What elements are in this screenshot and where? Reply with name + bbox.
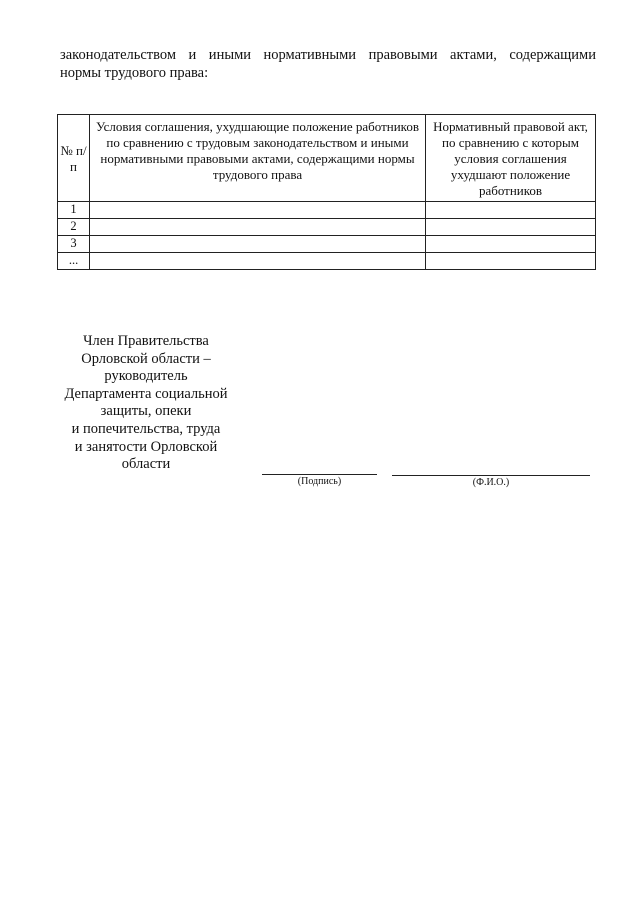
signer-line: и попечительства, труда	[71, 420, 221, 437]
condition-cell	[90, 219, 426, 236]
signer-line: защиты, опеки	[100, 403, 192, 420]
signer-line: и занятости Орловской	[74, 438, 218, 455]
normative-act-cell	[426, 202, 596, 219]
header-normative-act: Нормативный правовой акт, по сравнению с которым условия соглашения ухудшают положение работников	[426, 115, 596, 202]
condition-cell	[90, 236, 426, 253]
signer-line: области	[121, 456, 171, 473]
header-conditions: Условия соглашения, ухудшающие положение работников по сравнению с трудовым законодательством и иными нормативными правовыми актами, содержащими нормы трудового права	[90, 115, 426, 202]
intro-paragraph	[60, 46, 596, 82]
signature-caption: (Подпись)	[297, 476, 342, 487]
signer-title	[56, 333, 236, 474]
condition-cell	[90, 202, 426, 219]
row-number-cell: 1	[58, 202, 90, 219]
row-number-cell: 3	[58, 236, 90, 253]
table-row	[58, 202, 596, 219]
signature-line	[262, 474, 377, 475]
name-line	[392, 475, 590, 476]
intro-line-1: законодательством и иными нормативными правовыми актами, содержащими	[60, 47, 596, 63]
table-row	[58, 253, 596, 270]
signer-line: Департамента социальной	[64, 385, 228, 402]
signer-line: руководитель	[104, 368, 188, 385]
normative-act-cell	[426, 219, 596, 236]
conditions-table	[57, 114, 596, 270]
condition-cell	[90, 253, 426, 270]
table-header-row	[58, 115, 596, 202]
normative-act-cell	[426, 236, 596, 253]
name-caption: (Ф.И.О.)	[472, 477, 510, 488]
header-number: № п/п	[58, 115, 90, 202]
intro-line-2: нормы трудового права:	[60, 65, 209, 81]
signer-line: Орловской области –	[81, 350, 211, 367]
normative-act-cell	[426, 253, 596, 270]
table-row	[58, 219, 596, 236]
row-number-cell: ...	[58, 253, 90, 270]
table-row	[58, 236, 596, 253]
row-number-cell: 2	[58, 219, 90, 236]
signer-line: Член Правительства	[83, 333, 209, 349]
